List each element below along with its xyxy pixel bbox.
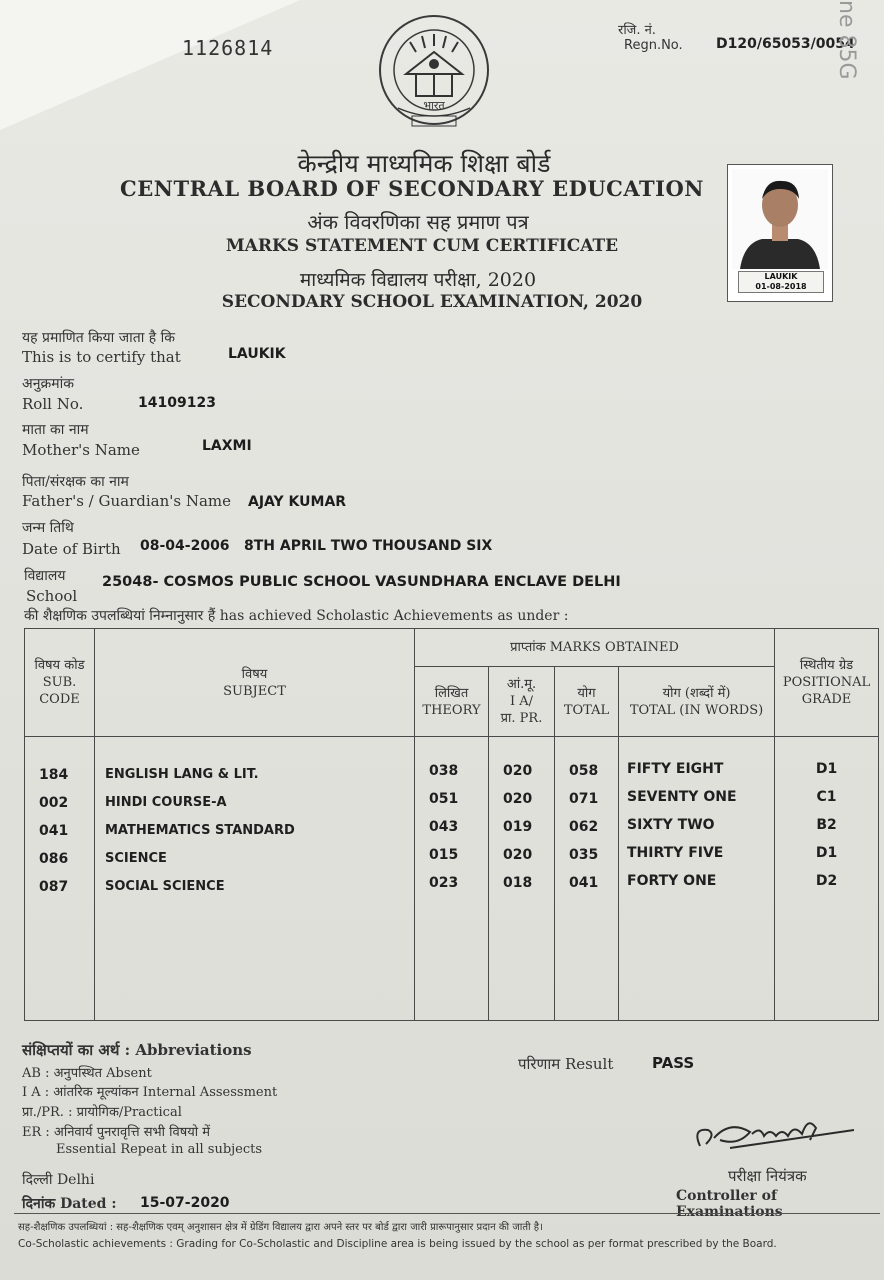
header-code-hindi: विषय कोड: [34, 658, 85, 673]
achievement-text: has achieved Scholastic Achievements as under :: [219, 608, 569, 624]
table-cell-words: THIRTY FIVE: [627, 845, 724, 861]
regn-label: Regn.No.: [624, 38, 683, 53]
document-title: MARKS STATEMENT CUM CERTIFICATE: [225, 236, 619, 256]
controller-title: Controller of Examinations: [676, 1188, 783, 1220]
table-cell-subject: SOCIAL SCIENCE: [105, 879, 225, 894]
table-cell-ia: 020: [503, 847, 533, 863]
table-cell-grade: B2: [816, 817, 837, 833]
dob-label-hindi: जन्म तिथि: [22, 520, 74, 536]
table-cell-ia: 020: [503, 763, 533, 779]
table-cell-total: 035: [569, 847, 599, 863]
certify-label-hindi: यह प्रमाणित किया जाता है कि: [22, 330, 176, 346]
dated-label: दिनांक Dated :: [22, 1196, 117, 1212]
header-positional-grade: [775, 629, 879, 737]
table-cell-grade: D1: [815, 761, 838, 777]
header-total-hindi: योग: [577, 685, 596, 701]
page-fold: [0, 0, 300, 130]
table-cell-ia: 019: [503, 819, 533, 835]
table-cell-total: 058: [569, 763, 599, 779]
table-cell-subject: SCIENCE: [105, 851, 167, 866]
header-ia-pr: प्रा. PR.: [500, 711, 543, 726]
cbse-emblem-icon: [376, 12, 492, 134]
table-cell-theory: 038: [429, 763, 459, 779]
school-label-hindi: विद्यालय: [24, 568, 66, 584]
col-total: [555, 737, 619, 1021]
header-marks-hindi: प्राप्तांक: [510, 640, 546, 655]
regn-number: D120/65053/0054: [716, 36, 855, 52]
table-cell-words: SIXTY TWO: [627, 817, 715, 833]
table-cell-subject: HINDI COURSE-A: [105, 795, 227, 810]
header-subject: [95, 629, 415, 737]
table-cell-grade: D2: [815, 873, 838, 889]
abbr-internal-assessment: I A : आंतरिक मूल्यांकन Internal Assessment: [22, 1085, 278, 1100]
abbreviations-title: संक्षिप्तयों का अर्थ : Abbreviations: [22, 1041, 252, 1059]
roll-label-hindi: अनुक्रमांक: [22, 376, 74, 392]
co-scholastic-note: Co-Scholastic achievements : Grading for Co-Scholastic and Discipline area is being issued by the school as per format prescribed by the Board.: [18, 1238, 777, 1250]
controller-hindi: परीक्षा नियंत्रक: [728, 1167, 807, 1185]
school-name: 25048- COSMOS PUBLIC SCHOOL VASUNDHARA ENCLAVE DELHI: [102, 574, 621, 590]
mother-name: LAXMI: [202, 438, 252, 454]
school-label: School: [26, 587, 78, 605]
achievement-hindi: की शैक्षणिक उपलब्धियां निम्नानुसार हैं: [24, 608, 216, 624]
table-cell-grade: C1: [816, 789, 837, 805]
signature-icon: [690, 1108, 860, 1162]
header-marks-obtained: [415, 629, 775, 667]
table-cell-ia: 020: [503, 791, 533, 807]
col-code: [25, 737, 95, 1021]
exam-title: SECONDARY SCHOOL EXAMINATION, 2020: [221, 292, 643, 312]
header-marks-label: MARKS OBTAINED: [549, 640, 679, 655]
student-name: LAUKIK: [228, 346, 286, 362]
header-total: [555, 667, 619, 737]
board-name: CENTRAL BOARD OF SECONDARY EDUCATION: [120, 176, 704, 201]
table-cell-ia: 018: [503, 875, 533, 891]
header-grade-hindi: स्थितीय ग्रेड: [799, 658, 854, 673]
photo-name: LAUKIK: [764, 272, 798, 281]
table-cell-words: SEVENTY ONE: [627, 789, 737, 805]
header-code-code: CODE: [39, 692, 80, 707]
table-cell-theory: 023: [429, 875, 459, 891]
mother-label-hindi: माता का नाम: [22, 422, 89, 438]
table-cell-theory: 043: [429, 819, 459, 835]
header-ia-label: I A/: [509, 694, 534, 709]
certify-label: This is to certify that: [22, 348, 181, 366]
abbr-essential-repeat: ER : अनिवार्य पुनरावृत्ति सभी विषयो में: [22, 1125, 211, 1140]
col-ia: [489, 737, 555, 1021]
table-cell-subject: ENGLISH LANG & LIT.: [105, 767, 259, 782]
dob-in-words: 8TH APRIL TWO THOUSAND SIX: [244, 538, 493, 554]
father-name: AJAY KUMAR: [248, 494, 347, 510]
photo-caption: [738, 271, 824, 293]
father-label: Father's / Guardian's Name: [22, 492, 231, 510]
student-photo-icon: [732, 169, 828, 269]
header-ia: [489, 667, 555, 737]
header-total-label: TOTAL: [563, 702, 610, 718]
header-theory-label: THEORY: [422, 702, 481, 718]
table-cell-total: 062: [569, 819, 599, 835]
dob-label: Date of Birth: [22, 540, 121, 558]
table-cell-code: 087: [39, 879, 69, 895]
table-cell-code: 002: [39, 795, 69, 811]
table-cell-grade: D1: [815, 845, 838, 861]
side-watermark: ne 85G: [834, 0, 859, 80]
col-grade: [775, 737, 879, 1021]
header-words-hindi: योग (शब्दों में): [662, 685, 731, 701]
table-cell-code: 041: [39, 823, 69, 839]
student-photo: [727, 164, 833, 302]
photo-date: 01-08-2018: [755, 282, 807, 291]
result-value: PASS: [652, 1054, 695, 1072]
co-scholastic-note-hindi: सह-शैक्षणिक उपलब्धियां : सह-शैक्षणिक एवम् अनुशासन क्षेत्र में ग्रेडिंग विद्यालय द्वारा अपने स्तर पर बोर्ड द्वारा जारी प्रारूपानुसार प्रदान की जाती है।: [18, 1222, 543, 1233]
header-sub-code: [25, 629, 95, 737]
col-subject: [95, 737, 415, 1021]
achievement-line: [24, 606, 568, 625]
header-grade-label: GRADE: [801, 692, 852, 707]
exam-title-hindi: माध्यमिक विद्यालय परीक्षा, 2020: [299, 269, 537, 291]
header-subject-label: SUBJECT: [223, 683, 286, 699]
table-cell-theory: 015: [429, 847, 459, 863]
father-label-hindi: पिता/संरक्षक का नाम: [22, 474, 129, 490]
header-theory: [415, 667, 489, 737]
regn-label-hindi: रजि. नं.: [618, 23, 656, 38]
header-total-words: [619, 667, 775, 737]
serial-number: 1126814: [182, 36, 274, 60]
document-title-hindi: अंक विवरणिका सह प्रमाण पत्र: [307, 210, 529, 234]
header-words-label: TOTAL (IN WORDS): [629, 702, 764, 718]
header-theory-hindi: लिखित: [434, 685, 469, 701]
header-code-sub: SUB.: [42, 675, 77, 690]
dob-value: 08-04-2006: [140, 538, 230, 554]
col-total-words: [619, 737, 775, 1021]
result-label: परिणाम Result: [518, 1055, 614, 1073]
table-cell-words: FIFTY EIGHT: [627, 761, 724, 777]
emblem-text: भारत: [423, 99, 445, 112]
header-subject-hindi: विषय: [241, 666, 268, 682]
table-cell-words: FORTY ONE: [627, 873, 717, 889]
table-cell-total: 041: [569, 875, 599, 891]
table-cell-subject: MATHEMATICS STANDARD: [105, 823, 295, 838]
roll-label: Roll No.: [22, 395, 84, 413]
abbr-essential-repeat-en: Essential Repeat in all subjects: [56, 1142, 263, 1157]
mother-label: Mother's Name: [22, 441, 140, 459]
issue-place: दिल्ली Delhi: [22, 1172, 95, 1188]
dated-value: 15-07-2020: [140, 1195, 230, 1211]
table-cell-total: 071: [569, 791, 599, 807]
roll-number: 14109123: [138, 395, 216, 411]
header-grade-positional: POSITIONAL: [782, 675, 871, 690]
table-cell-code: 086: [39, 851, 69, 867]
abbr-practical: प्रा./PR. : प्रायोगिक/Practical: [22, 1105, 182, 1120]
board-name-hindi: केन्द्रीय माध्यमिक शिक्षा बोर्ड: [297, 149, 551, 178]
col-theory: [415, 737, 489, 1021]
header-ia-hindi: आं.मू.: [506, 677, 537, 692]
footer-divider: [14, 1213, 880, 1214]
marks-table: [24, 628, 879, 1021]
abbr-absent: AB : अनुपस्थित Absent: [22, 1066, 152, 1081]
table-cell-code: 184: [39, 767, 69, 783]
table-cell-theory: 051: [429, 791, 459, 807]
